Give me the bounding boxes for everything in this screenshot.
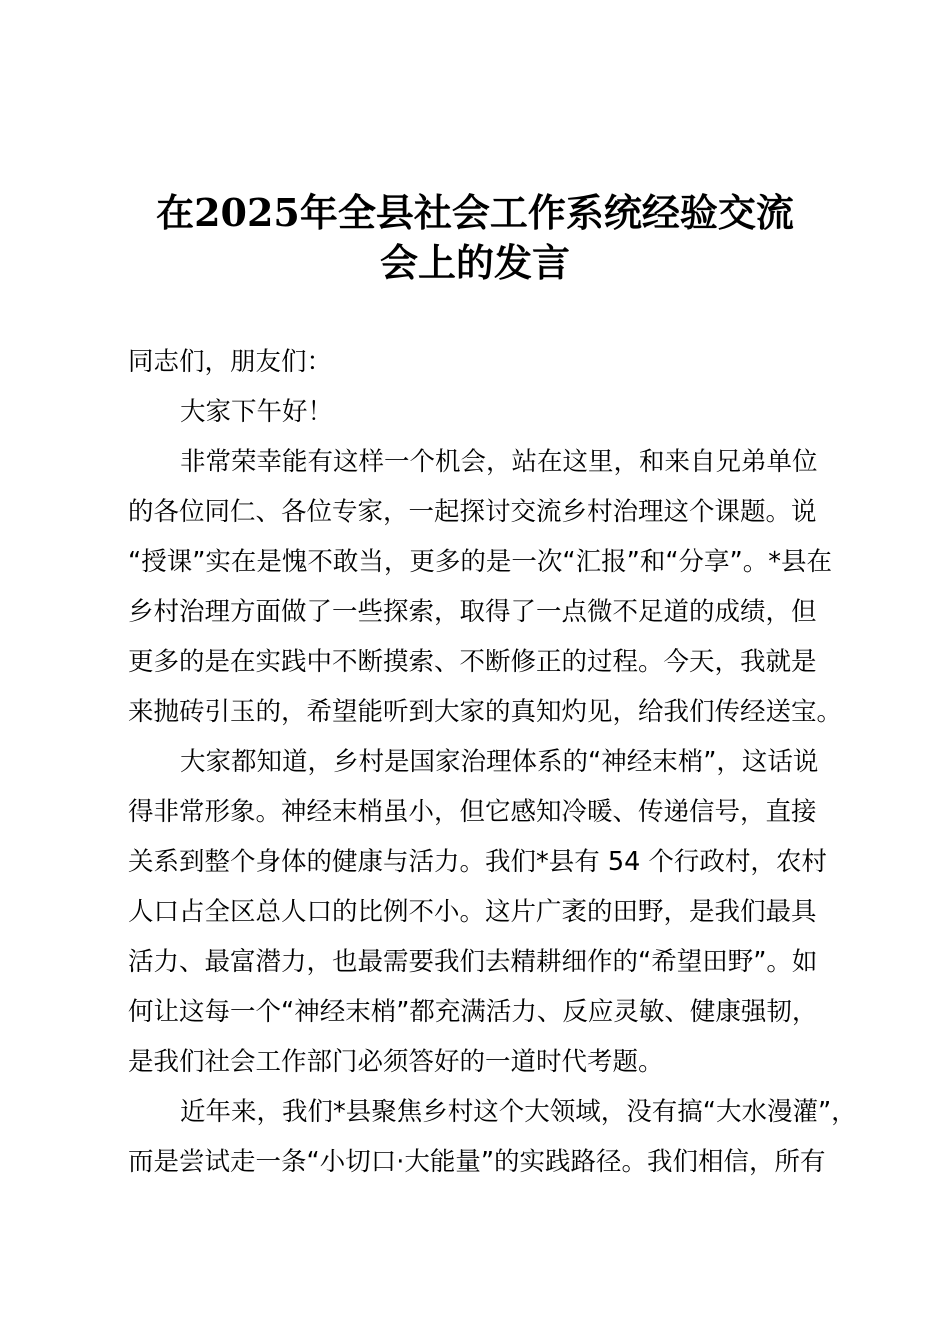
paragraph-line: 来抛砖引玉的，希望能听到大家的真知灼见，给我们传经送宝。 bbox=[128, 697, 843, 727]
paragraph-line: 的各位同仁、各位专家，一起探讨交流乡村治理这个课题。说 bbox=[128, 497, 817, 527]
paragraph-line: 非常荣幸能有这样一个机会，站在这里，和来自兄弟单位 bbox=[180, 447, 818, 477]
paragraph-line: 更多的是在实践中不断摸索、不断修正的过程。今天，我就是 bbox=[128, 647, 817, 677]
paragraph-line: 得非常形象。神经末梢虽小，但它感知冷暖、传递信号，直接 bbox=[128, 797, 817, 827]
paragraph-line: 人口占全区总人口的比例不小。这片广袤的田野，是我们最具 bbox=[128, 897, 817, 927]
paragraph bbox=[128, 437, 843, 737]
paragraph-line: 是我们社会工作部门必须答好的一道时代考题。 bbox=[128, 1047, 664, 1077]
paragraph-line: 活力、最富潜力，也最需要我们去精耕细作的“希望田野”。如 bbox=[128, 947, 818, 977]
document-title bbox=[0, 188, 950, 288]
paragraph-line: 而是尝试走一条“小切口·大能量”的实践路径。我们相信，所有 bbox=[128, 1147, 826, 1177]
paragraph-line: 大家都知道，乡村是国家治理体系的“神经末梢”，这话说 bbox=[180, 747, 819, 777]
greeting: 大家下午好！ bbox=[180, 397, 334, 427]
paragraph-line: 何让这每一个“神经末梢”都充满活力、反应灵敏、健康强韧， bbox=[128, 997, 818, 1027]
title-line: 会上的发言 bbox=[379, 240, 570, 285]
salutation: 同志们，朋友们： bbox=[128, 347, 333, 377]
title-line: 在2025年全县社会工作系统经验交流 bbox=[156, 190, 794, 235]
paragraph-line: 乡村治理方面做了一些探索，取得了一点微不足道的成绩，但 bbox=[128, 597, 817, 627]
paragraph-line: 关系到整个身体的健康与活力。我们*县有 54 个行政村，农村 bbox=[128, 847, 827, 877]
paragraph bbox=[128, 1087, 857, 1187]
paragraph-line: 近年来，我们*县聚焦乡村这个大领域，没有搞“大水漫灌”， bbox=[180, 1097, 857, 1127]
document-body bbox=[128, 337, 857, 1187]
paragraph-line: “授课”实在是愧不敢当，更多的是一次“汇报”和“分享”。*县在 bbox=[128, 547, 833, 577]
paragraph bbox=[128, 737, 828, 1087]
paragraphs bbox=[128, 437, 857, 1187]
